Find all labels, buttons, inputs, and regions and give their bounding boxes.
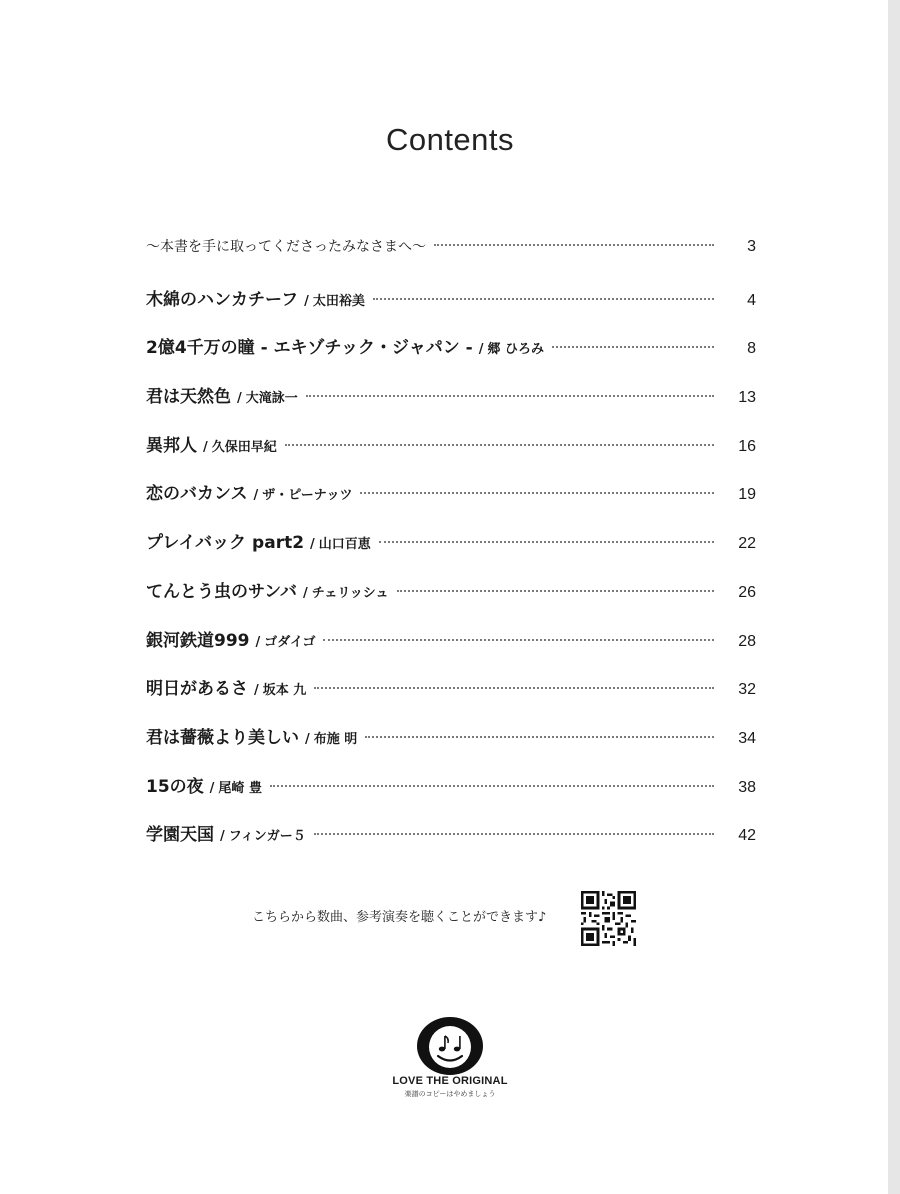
dot-leader (306, 395, 714, 397)
toc-entry[interactable] (146, 626, 756, 675)
song-title: 君は天然色 (146, 387, 231, 408)
toc-entry[interactable] (146, 333, 756, 382)
artist-name: 久保田早紀 (211, 439, 277, 455)
song-title: 異邦人 (146, 435, 197, 456)
separator: / (310, 537, 315, 553)
song-title: プレイバック part2 (146, 533, 305, 554)
page-number: 8 (747, 340, 756, 358)
dot-leader (314, 687, 714, 689)
toc-entry-intro[interactable] (146, 236, 756, 285)
separator: / (255, 634, 261, 650)
song-title: 木綿のハンカチーフ (146, 289, 299, 310)
separator: / (302, 585, 308, 601)
toc-entry[interactable] (146, 772, 756, 821)
artist-name: 尾崎 豊 (218, 780, 262, 796)
dot-leader (360, 492, 714, 494)
dot-leader (379, 541, 714, 543)
toc-entry[interactable] (146, 674, 756, 723)
music-note-face-icon (416, 1016, 484, 1076)
dot-leader (373, 298, 714, 300)
artist-name: 山口百恵 (318, 537, 371, 553)
artist-name: フィンガー５ (228, 829, 306, 845)
page-title: Contents (385, 122, 515, 157)
page-number: 42 (738, 827, 756, 845)
dot-leader (552, 346, 714, 348)
separator: / (220, 829, 225, 845)
artist-name: 坂本 九 (262, 683, 307, 699)
separator: / (237, 391, 242, 407)
song-title: 恋のバカンス (146, 484, 248, 505)
page-number: 22 (738, 535, 756, 553)
dot-leader (365, 736, 714, 738)
logo-text: LOVE THE ORIGINAL (392, 1075, 508, 1087)
toc-entry[interactable] (146, 285, 756, 334)
song-title: てんとう虫のサンバ (146, 581, 297, 602)
page-number: 38 (738, 778, 756, 796)
toc-entry[interactable] (146, 382, 756, 431)
separator: / (478, 342, 484, 358)
page-number: 4 (747, 291, 756, 309)
artist-name: 大滝詠一 (245, 391, 298, 407)
dot-leader (314, 833, 714, 835)
separator: / (209, 780, 215, 796)
separator: / (203, 439, 208, 455)
separator: / (304, 293, 309, 309)
logo-subtext: 楽譜のコピーはやめましょう (404, 1090, 496, 1098)
toc-entry[interactable] (146, 723, 756, 772)
page-number: 28 (738, 632, 756, 650)
artist-name: 太田裕美 (312, 293, 365, 309)
toc-entry[interactable] (146, 479, 756, 528)
dot-leader (434, 244, 714, 246)
qr-code-icon[interactable] (581, 891, 636, 946)
page-number: 3 (747, 238, 756, 255)
page-number: 26 (738, 583, 756, 601)
page-number: 13 (738, 389, 756, 407)
toc-entry[interactable] (146, 577, 756, 626)
audio-sample-note: こちらから数曲、参考演奏を聴くことができます♪ (252, 910, 547, 925)
toc-entry[interactable] (146, 820, 756, 869)
song-title: 2億4千万の瞳 - エキゾチック・ジャパン - (146, 338, 473, 359)
song-title: ～本書を手に取ってくださったみなさまへ～ (146, 239, 426, 255)
artist-name: ザ・ピーナッツ (262, 488, 353, 504)
song-title: 明日があるさ (146, 679, 248, 700)
song-title: 銀河鉄道999 (146, 630, 250, 651)
song-title: 学園天国 (146, 825, 214, 846)
dot-leader (270, 785, 714, 787)
artist-name: 布施 明 (313, 731, 358, 747)
song-title: 15の夜 (146, 776, 204, 797)
table-of-contents (146, 236, 756, 869)
artist-name: チェリッシュ (311, 585, 389, 601)
page-number: 32 (738, 681, 756, 699)
separator: / (305, 731, 310, 747)
dot-leader (397, 590, 714, 592)
dot-leader (323, 639, 714, 641)
page-edge (888, 0, 900, 1194)
song-title: 君は薔薇より美しい (146, 727, 299, 748)
page-number: 34 (738, 729, 756, 747)
page-number: 16 (738, 437, 756, 455)
separator: / (254, 683, 259, 699)
artist-name: ゴダイゴ (264, 634, 316, 650)
artist-name: 郷 ひろみ (487, 342, 544, 358)
toc-entry[interactable] (146, 528, 756, 577)
dot-leader (285, 444, 714, 446)
toc-entry[interactable] (146, 431, 756, 480)
separator: / (253, 488, 259, 504)
page-number: 19 (738, 486, 756, 504)
